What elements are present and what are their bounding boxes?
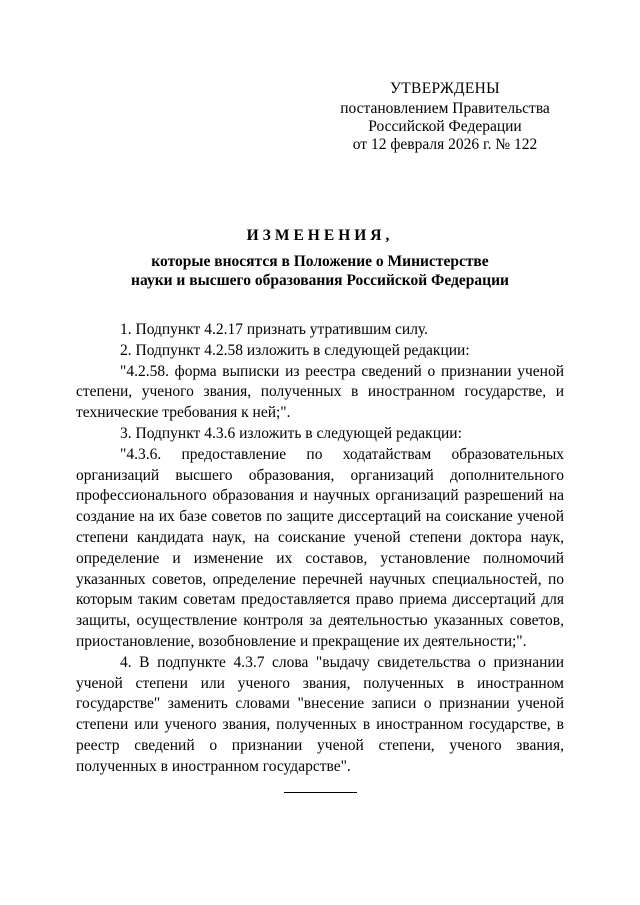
approval-line: постановлением Правительства <box>340 100 550 117</box>
title-block <box>76 226 564 290</box>
paragraph: "4.2.58. форма выписки из реестра сведений о признании ученой степени, ученого звания, полученных в иностранном государстве, и технические требования к ней;". <box>76 362 564 422</box>
approval-heading: УТВЕРЖДЕНЫ <box>390 80 500 97</box>
document-title: ИЗМЕНЕНИЯ, <box>246 227 394 244</box>
approval-stamp <box>330 80 560 154</box>
paragraph: 2. Подпункт 4.2.58 изложить в следующей редакции: <box>120 341 470 359</box>
paragraph: 4. В подпункте 4.3.7 слова "выдачу свидетельства о признании ученой степени или ученого звания, полученных в иностранном государстве" заменить словами "внесение записи о признании ученой степени или ученого звания, полученных в иностранном государстве, в реестр сведений о признании ученой степени, ученого звания, полученных в иностранном государстве". <box>76 653 564 775</box>
paragraph: 1. Подпункт 4.2.17 признать утратившим силу. <box>120 321 429 338</box>
document-subtitle: которые вносятся в Положение о Министерстве <box>151 253 489 270</box>
approval-date-line: от 12 февраля 2026 г. № 122 <box>352 136 538 153</box>
document-body <box>76 320 564 778</box>
end-divider <box>284 792 357 793</box>
paragraph: 3. Подпункт 4.3.6 изложить в следующей редакции: <box>120 424 462 442</box>
document-subtitle: науки и высшего образования Российской Федерации <box>131 272 509 289</box>
paragraph: "4.3.6. предоставление по ходатайствам образовательных организаций высшего образования, организаций дополнительного профессионального образования и научных организаций разрешений на создание на их базе советов по защите диссертаций на соискание ученой степени кандидата наук, на соискание ученой степени доктора наук, определение и изменение их составов, установление полномочий указанных советов, определение перечней научных специальностей, по которым таким советам предоставляется право приема диссертаций для защиты, осуществление контроля за деятельностью указанных советов, приостановление, возобновление и прекращение их деятельности;". <box>76 445 564 650</box>
approval-line: Российской Федерации <box>368 118 522 135</box>
